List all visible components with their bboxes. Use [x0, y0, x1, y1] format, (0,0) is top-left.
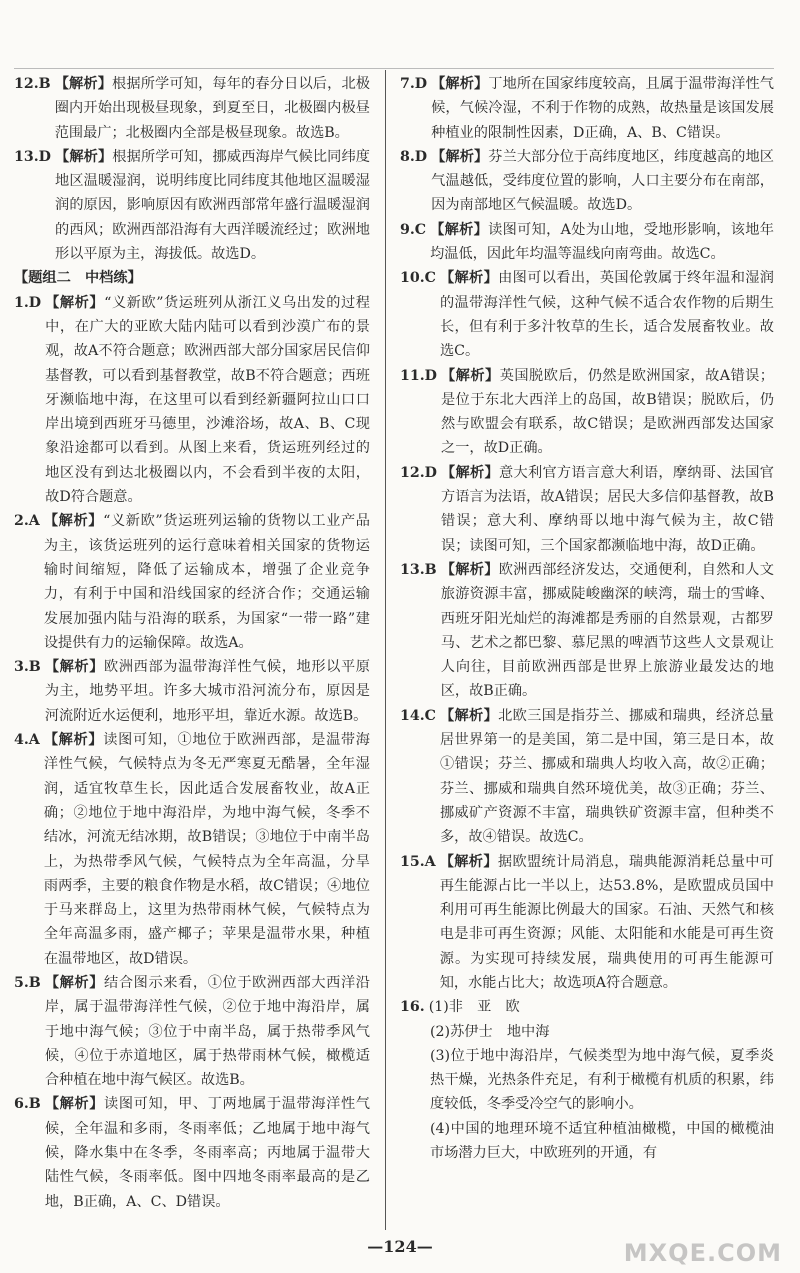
- top-rule: [14, 68, 774, 69]
- answer-item: [400, 266, 774, 363]
- answer-text: [55, 72, 370, 145]
- answer-text: [45, 291, 370, 510]
- section-heading: 【题组二 中档练】: [14, 270, 142, 287]
- analysis-tag: 【解析】: [44, 974, 105, 991]
- answer-number: 7.D: [400, 76, 428, 92]
- analysis-tag: 【解析】: [44, 659, 105, 676]
- answer-text: [429, 995, 774, 1019]
- sub-answer: (3)位于地中海沿岸，气候类型为地中海气候，夏季炎热干燥，光热条件充足，有利于橄榄有机质的积累，纬度较低，冬季受冷空气的影响小。: [430, 1047, 774, 1113]
- answer-item: [400, 218, 774, 267]
- answer-number: 9.C: [400, 221, 427, 238]
- answer-number: 8.D: [400, 148, 428, 165]
- answer-text: [430, 218, 774, 267]
- answer-item: [400, 558, 774, 704]
- answer-number: 14.C: [400, 707, 436, 724]
- answer-number: 1.D: [14, 294, 42, 311]
- answer-item: [14, 509, 370, 655]
- answer-text: [45, 971, 370, 1092]
- answer-item: [400, 850, 774, 996]
- analysis-text: 读图可知，A处为山地，受地形影响，该地年均温低，因此年均温等温线向南弯曲。故选C。: [430, 221, 774, 263]
- analysis-tag: 【解析】: [45, 294, 105, 311]
- answer-text: [45, 1092, 370, 1213]
- sub-answer: (2)苏伊士 地中海: [430, 1023, 550, 1040]
- analysis-text: 意大利官方语言意大利语，摩纳哥、法国官方语言为法语，故A错误；居民大多信仰基督教，故B错误；意大利、摩纳哥以地中海气候为主，故C错误；读图可知，三个国家都濒临地中海，故D正确。: [441, 464, 774, 554]
- watermark-logo: [624, 1239, 782, 1267]
- answer-number: 12.D: [400, 464, 437, 481]
- analysis-text: 据欧盟统计局消息，瑞典能源消耗总量中可再生能源占比一半以上，达53.8%，是欧盟成员国中利用可再生能源比例最大的国家。石油、天然气和核电是非可再生资源；风能、太阳能和水能是可再生资源。为实现可持续发展，瑞典使用的可再生能源可知，水能占比大；故选项A符合题意。: [439, 853, 774, 991]
- analysis-tag: 【解析】: [439, 270, 499, 287]
- analysis-tag: 【解析】: [440, 561, 499, 578]
- answer-text: [45, 655, 370, 728]
- analysis-text: 根据所学可知，每年的春分日以后，北极圈内开始出现极昼现象，到夏至日，北极圈内极昼范围最广；北极圈内全部是极昼现象。故选B。: [54, 76, 370, 141]
- answer-item: [400, 461, 774, 558]
- answer-number: 16.: [400, 999, 425, 1016]
- analysis-text: 读图可知，①地位于欧洲西部，是温带海洋性气候，气候特点为冬无严寒夏无酷暑，全年湿润，适宜牧草生长，因此适合发展畜牧业，故A正确；②地位于地中海沿岸，为地中海气候，冬季不结冰，河流无结冰期，故B错误；③地位于中南半岛上，为热带季风气候，气候特点为全年高温，分旱雨两季，主要的粮食作物是水稻，故C错误；④地位于马来群岛上，这里为热带雨林气候，气候特点为全年高温多雨，盛产椰子；苹果是温带水果，种植在温带地区，故D错误。: [43, 732, 370, 967]
- column-divider: [385, 70, 386, 1230]
- analysis-text: “义新欧”货运班列从浙江义乌出发的过程中，在广大的亚欧大陆内陆可以看到沙漠广布的景观，故A不符合题意；欧洲西部大部分国家居民信仰基督教，可以看到基督教堂，故B不符合题意；西班牙濒临地中海，在这里可以看到经新疆阿拉山口口岸出境到西班牙马德里，沙滩浴场，故A、B、C现象沿途都可以看到。从图上来看，货运班列经过的地区没有到达北极圈以内，不会看到半夜的太阳，故D符合题意。: [45, 294, 370, 506]
- analysis-text: 结合图示来看，①位于欧洲西部大西洋沿岸，属于温带海洋性气候，②位于地中海沿岸，属于地中海气候；③位于中南半岛，属于热带季风气候，④位于赤道地区，属于热带雨林气候，橄榄适合种植在地中海气候区。故选B。: [44, 974, 370, 1089]
- answer-text: [440, 266, 774, 363]
- analysis-text: 欧洲西部经济发达，交通便利，自然和人文旅游资源丰富，挪威陡峻幽深的峡湾，瑞士的雪峰、西班牙阳光灿烂的海滩都是秀丽的自然景观，古都罗马、艺术之都巴黎、慕尼黑的啤酒节这些人文景观让人向往，目前欧洲西部是世界上旅游业最发达的地区，故B正确。: [440, 561, 774, 700]
- answer-item: [400, 995, 774, 1019]
- analysis-tag: 【解析】: [441, 464, 499, 481]
- analysis-tag: 【解析】: [431, 76, 489, 92]
- answer-number: 15.A: [400, 853, 436, 870]
- analysis-text: 北欧三国是指芬兰、挪威和瑞典，经济总量居世界第一的是美国，第二是中国，第三是日本，故①错误；芬兰、挪威和瑞典人均收入高，故②正确；芬兰、挪威和瑞典自然环境优美，故③正确；芬兰、挪威矿产资源不丰富，瑞典铁矿资源丰富，但种类不多，故④错误。故选C。: [439, 707, 774, 846]
- answer-number: 2.A: [14, 513, 40, 530]
- answer-number: 3.B: [14, 659, 41, 676]
- answer-text: [441, 364, 774, 461]
- analysis-tag: 【解析】: [431, 148, 489, 165]
- analysis-text: 根据所学可知，挪威西海岸气候比同纬度地区温暖湿润，说明纬度比同纬度其他地区温暖湿润的原因，影响原因有欧洲西部常年盛行温暖湿润的西风；欧洲西部沿海有大西洋暖流经过；欧洲地形以平原为主，海拔低。故选D。: [55, 148, 370, 263]
- answer-text: [44, 509, 370, 655]
- left-column: [14, 72, 370, 1214]
- answer-item: [400, 145, 774, 218]
- sub-answer: (4)中国的地理环境不适宜种植油橄榄，中国的橄榄油市场潜力巨大，中欧班列的开通，有: [430, 1120, 774, 1162]
- watermark-text: MXQE.COM: [623, 1239, 782, 1267]
- answer-number: 10.C: [400, 270, 436, 287]
- answer-number: 4.A: [14, 732, 40, 749]
- answer-text: [431, 145, 774, 218]
- answer-number: 12.B: [14, 76, 51, 92]
- analysis-text: (1)非 亚 欧: [428, 999, 520, 1016]
- answer-item: [14, 291, 370, 510]
- answer-item: [400, 364, 774, 461]
- answer-text: [431, 72, 774, 145]
- answer-text: [440, 850, 774, 996]
- analysis-tag: 【解析】: [439, 853, 498, 870]
- analysis-text: 读图可知，甲、丁两地属于温带海洋性气候，全年温和多雨，冬雨率低；乙地属于地中海气候，降水集中在冬季，冬雨率高；丙地属于温带大陆性气候，冬雨率低。图中四地冬雨率最高的是乙地，B正确，A、C、D错误。: [44, 1096, 370, 1210]
- analysis-text: 由图可以看出，英国伦敦属于终年温和湿润的温带海洋性气候，这种气候不适合农作物的后期生长，但有利于多汁牧草的生长，适合发展畜牧业。故选C。: [439, 270, 774, 360]
- analysis-text: “义新欧”货运班列运输的货物以工业产品为主，该货运班列的运行意味着相关国家的货物运输时间缩短，降低了运输成本，增强了企业竞争力，有利于中国和沿线国家的经济合作；交通运输发展加强内陆与沿海的联系，为国家“一带一路”建设提供有力的运输保障。故选A。: [43, 513, 370, 651]
- answer-number: 11.D: [400, 367, 437, 384]
- answer-item: [400, 704, 774, 850]
- analysis-text: 芬兰大部分位于高纬度地区，纬度越高的地区气温越低，受纬度位置的影响，人口主要分布在南部，因为南部地区气候温暖。故选D。: [431, 148, 774, 214]
- analysis-text: 英国脱欧后，仍然是欧洲国家，故A错误；是位于东北大西洋上的岛国，故B错误；脱欧后，仍然与欧盟会有联系，故C错误；是欧洲西部发达国家之一，故D正确。: [441, 367, 774, 457]
- answer-item: [14, 655, 370, 728]
- answer-item: [14, 145, 370, 266]
- answer-item: [400, 72, 774, 145]
- analysis-tag: 【解析】: [43, 732, 104, 749]
- analysis-tag: 【解析】: [55, 148, 113, 165]
- analysis-tag: 【解析】: [54, 76, 113, 92]
- answer-item: [14, 72, 370, 145]
- answer-number: 13.B: [400, 561, 437, 578]
- page-number: —124—: [367, 1237, 433, 1256]
- answer-text: [55, 145, 370, 266]
- answer-number: 6.B: [14, 1096, 41, 1113]
- analysis-text: 欧洲西部为温带海洋性气候，地形以平原为主，地势平坦。许多大城市沿河流分布，原因是河流附近水运便利，地形平坦，靠近水源。故选B。: [44, 659, 370, 724]
- analysis-tag: 【解析】: [43, 513, 104, 530]
- analysis-tag: 【解析】: [44, 1096, 105, 1113]
- analysis-tag: 【解析】: [439, 707, 499, 724]
- answer-text: [440, 704, 774, 850]
- analysis-tag: 【解析】: [430, 221, 489, 238]
- answer-text: [441, 461, 774, 558]
- answer-item: [14, 728, 370, 971]
- analysis-tag: 【解析】: [441, 367, 500, 384]
- answer-number: 13.D: [14, 148, 51, 165]
- answer-number: 5.B: [14, 974, 41, 991]
- answer-text: [441, 558, 774, 704]
- answer-text: [44, 728, 370, 971]
- answer-item: [14, 1092, 370, 1213]
- analysis-text: 丁地所在国家纬度较高，且属于温带海洋性气候，气候冷湿，不利于作物的成熟，故热量是该国发展种植业的限制性因素，D正确，A、B、C错误。: [431, 76, 774, 141]
- right-column: [400, 72, 774, 1165]
- answer-item: [14, 971, 370, 1092]
